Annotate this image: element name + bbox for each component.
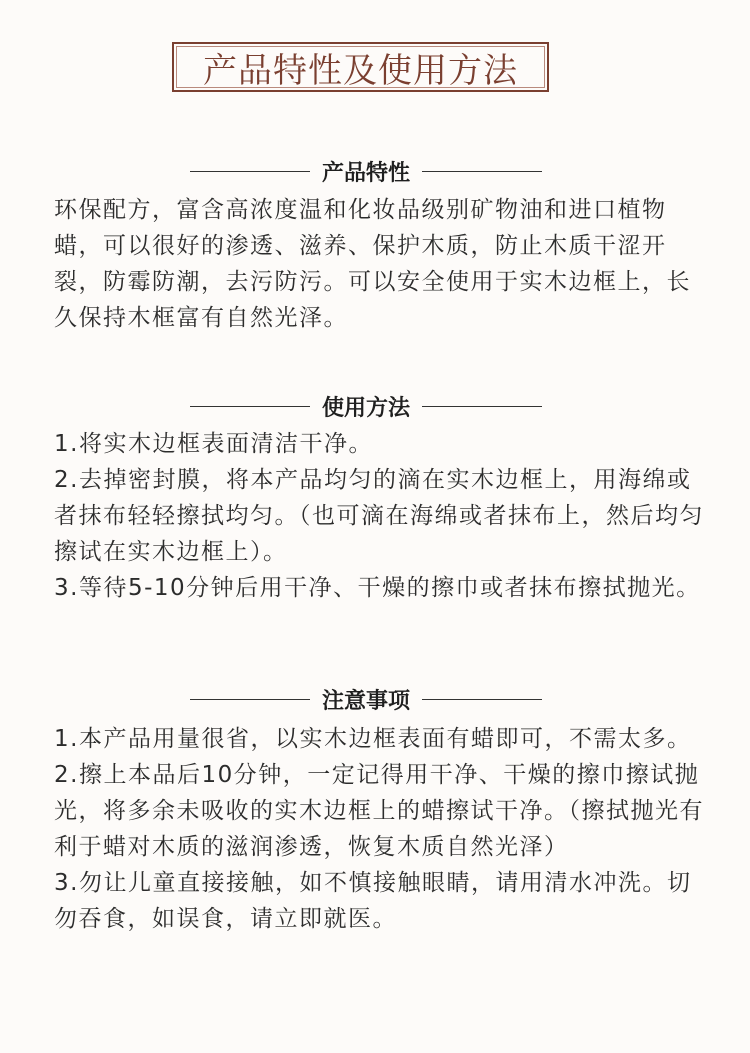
main-title-box (172, 42, 549, 92)
heading-rule-left (190, 406, 310, 407)
section-heading-features (190, 156, 542, 186)
paragraph-step-3: 3.等待5-10分钟后用干净、干燥的擦巾或者抹布擦拭抛光。 (54, 575, 701, 601)
paragraph-note-2: 2.擦上本品后10分钟，一定记得用干净、干燥的擦巾擦试抛光，将多余未吸收的实木边框上的蜡擦试干净。（擦拭抛光有利于蜡对木质的滋润渗透，恢复木质自然光泽） (54, 762, 704, 860)
heading-text: 产品特性 (322, 160, 411, 186)
paragraph-note-1: 1.本产品用量很省，以实木边框表面有蜡即可，不需太多。 (54, 726, 692, 752)
heading-text: 注意事项 (322, 688, 411, 714)
paragraph-step-1: 1.将实木边框表面清洁干净。 (54, 431, 373, 457)
section-heading-usage (190, 391, 542, 421)
heading-rule-right (422, 699, 542, 700)
section-heading-precautions (190, 684, 542, 714)
heading-text: 使用方法 (322, 395, 411, 421)
paragraph-note-3: 3.勿让儿童直接接触，如不慎接触眼睛，请用清水冲洗。切勿吞食，如误食，请立即就医。 (54, 870, 692, 932)
heading-rule-right (422, 171, 542, 172)
paragraph: 环保配方，富含高浓度温和化妆品级别矿物油和进口植物蜡，可以很好的渗透、滋养、保护木质，防止木质干涩开裂，防霉防潮，去污防污。可以安全使用于实木边框上，长久保持木框富有自然光泽。 (54, 197, 691, 331)
paragraph-step-2: 2.去掉密封膜，将本产品均匀的滴在实木边框上，用海绵或者抹布轻轻擦拭均匀。（也可滴在海绵或者抹布上，然后均匀擦试在实木边框上）。 (54, 467, 704, 565)
heading-rule-left (190, 171, 310, 172)
heading-rule-right (422, 406, 542, 407)
heading-rule-left (190, 699, 310, 700)
usage-text (54, 426, 710, 606)
precautions-text (54, 721, 710, 937)
features-text (54, 192, 710, 336)
main-title: 产品特性及使用方法 (203, 50, 518, 91)
